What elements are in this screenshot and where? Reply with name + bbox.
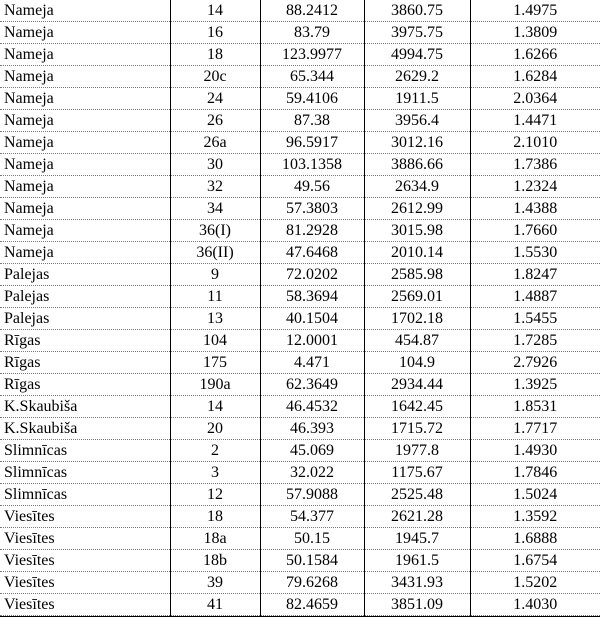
value-c-cell: 1.4887 (470, 286, 600, 308)
value-c-cell: 1.2324 (470, 176, 600, 198)
value-b-cell: 2621.28 (364, 506, 470, 528)
house-number-cell: 14 (170, 0, 260, 22)
value-a-cell: 81.2928 (260, 220, 364, 242)
street-cell: Palejas (0, 264, 170, 286)
street-cell: Slimnīcas (0, 462, 170, 484)
table-row (0, 44, 600, 66)
street-cell: Rīgas (0, 374, 170, 396)
street-cell: Nameja (0, 132, 170, 154)
street-cell: Nameja (0, 88, 170, 110)
value-a-cell: 79.6268 (260, 572, 364, 594)
house-number-cell: 14 (170, 396, 260, 418)
house-number-cell: 30 (170, 154, 260, 176)
value-a-cell: 58.3694 (260, 286, 364, 308)
value-c-cell: 1.3592 (470, 506, 600, 528)
table-row (0, 462, 600, 484)
value-c-cell: 2.7926 (470, 352, 600, 374)
value-c-cell: 1.4471 (470, 110, 600, 132)
value-b-cell: 1715.72 (364, 418, 470, 440)
table-row (0, 132, 600, 154)
value-b-cell: 3956.4 (364, 110, 470, 132)
value-c-cell: 1.8531 (470, 396, 600, 418)
house-number-cell: 39 (170, 572, 260, 594)
value-a-cell: 49.56 (260, 176, 364, 198)
value-a-cell: 87.38 (260, 110, 364, 132)
value-b-cell: 1977.8 (364, 440, 470, 462)
value-b-cell: 3886.66 (364, 154, 470, 176)
street-cell: Viesītes (0, 506, 170, 528)
street-cell: Palejas (0, 308, 170, 330)
value-b-cell: 3975.75 (364, 22, 470, 44)
value-c-cell: 1.3809 (470, 22, 600, 44)
table-row (0, 352, 600, 374)
value-c-cell: 1.5530 (470, 242, 600, 264)
street-cell: Nameja (0, 176, 170, 198)
house-number-cell: 104 (170, 330, 260, 352)
table-row (0, 154, 600, 176)
house-number-cell: 13 (170, 308, 260, 330)
value-b-cell: 2525.48 (364, 484, 470, 506)
table-row (0, 330, 600, 352)
value-a-cell: 65.344 (260, 66, 364, 88)
table-row (0, 550, 600, 572)
value-a-cell: 62.3649 (260, 374, 364, 396)
value-a-cell: 72.0202 (260, 264, 364, 286)
street-cell: Slimnīcas (0, 440, 170, 462)
value-b-cell: 2612.99 (364, 198, 470, 220)
street-cell: Viesītes (0, 550, 170, 572)
house-number-cell: 36(I) (170, 220, 260, 242)
value-b-cell: 4994.75 (364, 44, 470, 66)
value-b-cell: 1961.5 (364, 550, 470, 572)
value-c-cell: 1.4975 (470, 0, 600, 22)
value-b-cell: 3015.98 (364, 220, 470, 242)
house-number-cell: 20c (170, 66, 260, 88)
value-c-cell: 1.4030 (470, 594, 600, 616)
value-a-cell: 4.471 (260, 352, 364, 374)
table-row (0, 66, 600, 88)
value-a-cell: 12.0001 (260, 330, 364, 352)
value-c-cell: 2.1010 (470, 132, 600, 154)
house-number-cell: 190a (170, 374, 260, 396)
house-number-cell: 16 (170, 22, 260, 44)
value-b-cell: 1175.67 (364, 462, 470, 484)
value-c-cell: 1.5455 (470, 308, 600, 330)
value-b-cell: 2629.2 (364, 66, 470, 88)
table-row (0, 198, 600, 220)
value-c-cell: 1.6754 (470, 550, 600, 572)
table-row (0, 484, 600, 506)
value-a-cell: 50.15 (260, 528, 364, 550)
street-cell: Viesītes (0, 572, 170, 594)
value-b-cell: 3012.16 (364, 132, 470, 154)
value-b-cell: 2634.9 (364, 176, 470, 198)
house-number-cell: 18 (170, 506, 260, 528)
value-b-cell: 1642.45 (364, 396, 470, 418)
table-row (0, 308, 600, 330)
street-cell: K.Skaubiša (0, 396, 170, 418)
value-a-cell: 46.393 (260, 418, 364, 440)
table-row (0, 418, 600, 440)
value-a-cell: 88.2412 (260, 0, 364, 22)
street-cell: Nameja (0, 110, 170, 132)
table-row (0, 286, 600, 308)
table-row (0, 176, 600, 198)
value-c-cell: 1.7285 (470, 330, 600, 352)
table-row (0, 396, 600, 418)
value-a-cell: 40.1504 (260, 308, 364, 330)
table-row (0, 22, 600, 44)
house-number-cell: 26 (170, 110, 260, 132)
value-c-cell: 1.4930 (470, 440, 600, 462)
value-a-cell: 59.4106 (260, 88, 364, 110)
house-number-cell: 18a (170, 528, 260, 550)
house-number-cell: 11 (170, 286, 260, 308)
value-b-cell: 1702.18 (364, 308, 470, 330)
value-b-cell: 2569.01 (364, 286, 470, 308)
value-c-cell: 1.7717 (470, 418, 600, 440)
street-cell: K.Skaubiša (0, 418, 170, 440)
table-row (0, 506, 600, 528)
street-cell: Nameja (0, 220, 170, 242)
value-a-cell: 45.069 (260, 440, 364, 462)
value-a-cell: 54.377 (260, 506, 364, 528)
house-number-cell: 12 (170, 484, 260, 506)
value-c-cell: 1.7660 (470, 220, 600, 242)
value-c-cell: 1.5202 (470, 572, 600, 594)
value-c-cell: 1.5024 (470, 484, 600, 506)
value-a-cell: 103.1358 (260, 154, 364, 176)
street-cell: Viesītes (0, 528, 170, 550)
value-a-cell: 123.9977 (260, 44, 364, 66)
street-cell: Viesītes (0, 594, 170, 616)
value-a-cell: 83.79 (260, 22, 364, 44)
house-number-cell: 41 (170, 594, 260, 616)
street-cell: Nameja (0, 154, 170, 176)
value-b-cell: 3851.09 (364, 594, 470, 616)
value-b-cell: 2934.44 (364, 374, 470, 396)
street-cell: Nameja (0, 242, 170, 264)
table-row (0, 594, 600, 616)
value-a-cell: 50.1584 (260, 550, 364, 572)
street-cell: Palejas (0, 286, 170, 308)
value-b-cell: 3860.75 (364, 0, 470, 22)
house-number-cell: 3 (170, 462, 260, 484)
table-row (0, 0, 600, 22)
value-c-cell: 1.7386 (470, 154, 600, 176)
value-b-cell: 1911.5 (364, 88, 470, 110)
house-number-cell: 2 (170, 440, 260, 462)
value-a-cell: 57.3803 (260, 198, 364, 220)
value-b-cell: 1945.7 (364, 528, 470, 550)
table-row (0, 220, 600, 242)
house-number-cell: 34 (170, 198, 260, 220)
value-c-cell: 1.3925 (470, 374, 600, 396)
street-cell: Slimnīcas (0, 484, 170, 506)
value-a-cell: 47.6468 (260, 242, 364, 264)
value-c-cell: 1.6284 (470, 66, 600, 88)
value-a-cell: 96.5917 (260, 132, 364, 154)
table-bottom-border (0, 616, 600, 617)
value-b-cell: 104.9 (364, 352, 470, 374)
value-a-cell: 32.022 (260, 462, 364, 484)
table-row (0, 88, 600, 110)
value-a-cell: 82.4659 (260, 594, 364, 616)
value-c-cell: 1.8247 (470, 264, 600, 286)
table-row (0, 528, 600, 550)
street-cell: Nameja (0, 44, 170, 66)
house-number-cell: 20 (170, 418, 260, 440)
value-b-cell: 2585.98 (364, 264, 470, 286)
value-b-cell: 3431.93 (364, 572, 470, 594)
value-c-cell: 1.6266 (470, 44, 600, 66)
street-cell: Nameja (0, 198, 170, 220)
house-number-cell: 18 (170, 44, 260, 66)
table-row (0, 110, 600, 132)
street-cell: Nameja (0, 0, 170, 22)
house-number-cell: 32 (170, 176, 260, 198)
house-number-cell: 36(II) (170, 242, 260, 264)
table-row (0, 242, 600, 264)
street-cell: Nameja (0, 22, 170, 44)
value-b-cell: 2010.14 (364, 242, 470, 264)
table-row (0, 572, 600, 594)
house-number-cell: 175 (170, 352, 260, 374)
house-number-cell: 26a (170, 132, 260, 154)
value-c-cell: 1.7846 (470, 462, 600, 484)
table-row (0, 264, 600, 286)
table-row (0, 440, 600, 462)
table-row (0, 374, 600, 396)
value-a-cell: 57.9088 (260, 484, 364, 506)
street-cell: Nameja (0, 66, 170, 88)
value-c-cell: 1.4388 (470, 198, 600, 220)
value-c-cell: 1.6888 (470, 528, 600, 550)
house-number-cell: 24 (170, 88, 260, 110)
value-c-cell: 2.0364 (470, 88, 600, 110)
street-cell: Rīgas (0, 330, 170, 352)
house-number-cell: 18b (170, 550, 260, 572)
value-a-cell: 46.4532 (260, 396, 364, 418)
street-cell: Rīgas (0, 352, 170, 374)
value-b-cell: 454.87 (364, 330, 470, 352)
house-number-cell: 9 (170, 264, 260, 286)
